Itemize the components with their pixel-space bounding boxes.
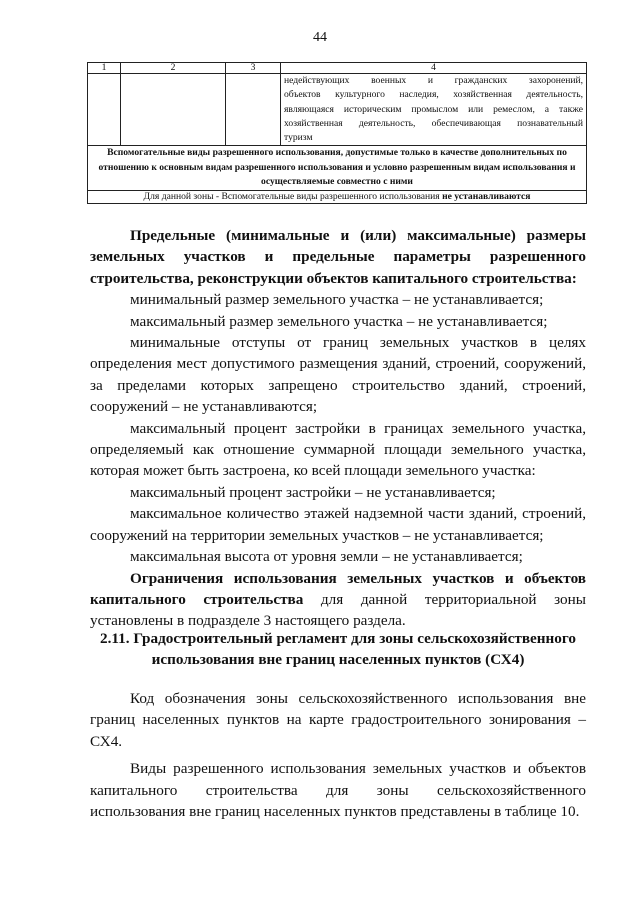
aux-uses-note (88, 190, 587, 203)
parameter-line: максимальный размер земельного участка – не устанавливается; (130, 312, 548, 330)
restrictions-paragraph (90, 568, 586, 632)
table-row-aux-heading (88, 146, 587, 191)
header-cell-2: 2 (121, 63, 226, 74)
table-header-row (88, 63, 587, 74)
description-line: хозяйственная деятельность, обеспечивающая познавательный (284, 117, 583, 129)
description-line: недействующих военных и гражданских захоронений, (284, 75, 583, 86)
note-bold: не устанавливаются (442, 190, 531, 202)
description-line: являющаяся историческим промыслом или ремеслом, а также (284, 103, 583, 115)
section-title (90, 628, 586, 671)
table-cell-empty (226, 74, 281, 146)
header-cell-1: 1 (88, 63, 121, 74)
restrictions-rest: для данной территориальной зоны установлены в подразделе 3 настоящего раздела. (90, 590, 586, 630)
page-number: 44 (313, 30, 327, 45)
parameter-line: максимальный процент застройки – не устанавливается; (130, 483, 496, 501)
section-body (90, 688, 586, 822)
table-cell-description (281, 74, 587, 146)
zone-code-paragraph: Код обозначения зоны сельскохозяйственного использования вне границ населенных пунктов на карте градостроительного зонирования – СХ4. (90, 690, 586, 750)
section-title-line: 2.11. Градостроительный регламент для зоны сельскохозяйственного (100, 630, 576, 647)
parameter-line: максимальный процент застройки в границах земельного участка, определяемый как отношение суммарной площади земельного участка, которая может быть застроена, ко всей площади земельного участка: (90, 419, 586, 480)
parameter-line: минимальный размер земельного участка – не устанавливается; (130, 291, 544, 309)
description-line: объектов культурного наследия, хозяйственная деятельность, (284, 89, 583, 101)
header-cell-4: 4 (281, 63, 587, 74)
section-title-line: использования вне границ населенных пунктов (СХ4) (151, 651, 525, 669)
table-row (88, 74, 587, 146)
table-cell-empty (121, 74, 226, 146)
parameter-line: максимальное количество этажей надземной части зданий, строений, сооружений на территории земельных участков – не устанавливается; (90, 505, 586, 544)
restrictions-bold: Ограничения использования земельных участков и объектов капитального строительства (90, 569, 586, 608)
parameters-block (90, 225, 586, 632)
header-cell-3: 3 (226, 63, 281, 74)
note-prefix: Для данной зоны - Вспомогательные виды разрешенного использования (143, 190, 443, 202)
parameters-heading: Предельные (минимальные и (или) максимальные) размеры земельных участков и предельные параметры разрешенного строительства, реконструкции объектов капитального строительства: (90, 227, 586, 287)
table-cell-empty (88, 74, 121, 146)
parameter-line: минимальные отступы от границ земельных участков в целях определения мест допустимого размещения зданий, строений, сооружений, за пределами которых запрещено строительство зданий, строений, сооружений – не устанавливаются; (90, 334, 586, 416)
parameter-line: максимальная высота от уровня земли – не устанавливается; (130, 548, 523, 566)
uses-paragraph: Виды разрешенного использования земельных участков и объектов капитального строительства для зоны сельскохозяйственного использования вне границ населенных пунктов представлены в таблице 10. (90, 760, 586, 821)
aux-uses-heading: Вспомогательные виды разрешенного использования, допустимые только в качестве дополнительных по отношению к основным видам разрешенного использования и условно разрешенным видам использования и осуществляемые совместно с ними (88, 146, 587, 191)
description-line: туризм (284, 132, 313, 144)
regulation-table (87, 62, 587, 204)
table-row-note (88, 190, 587, 203)
